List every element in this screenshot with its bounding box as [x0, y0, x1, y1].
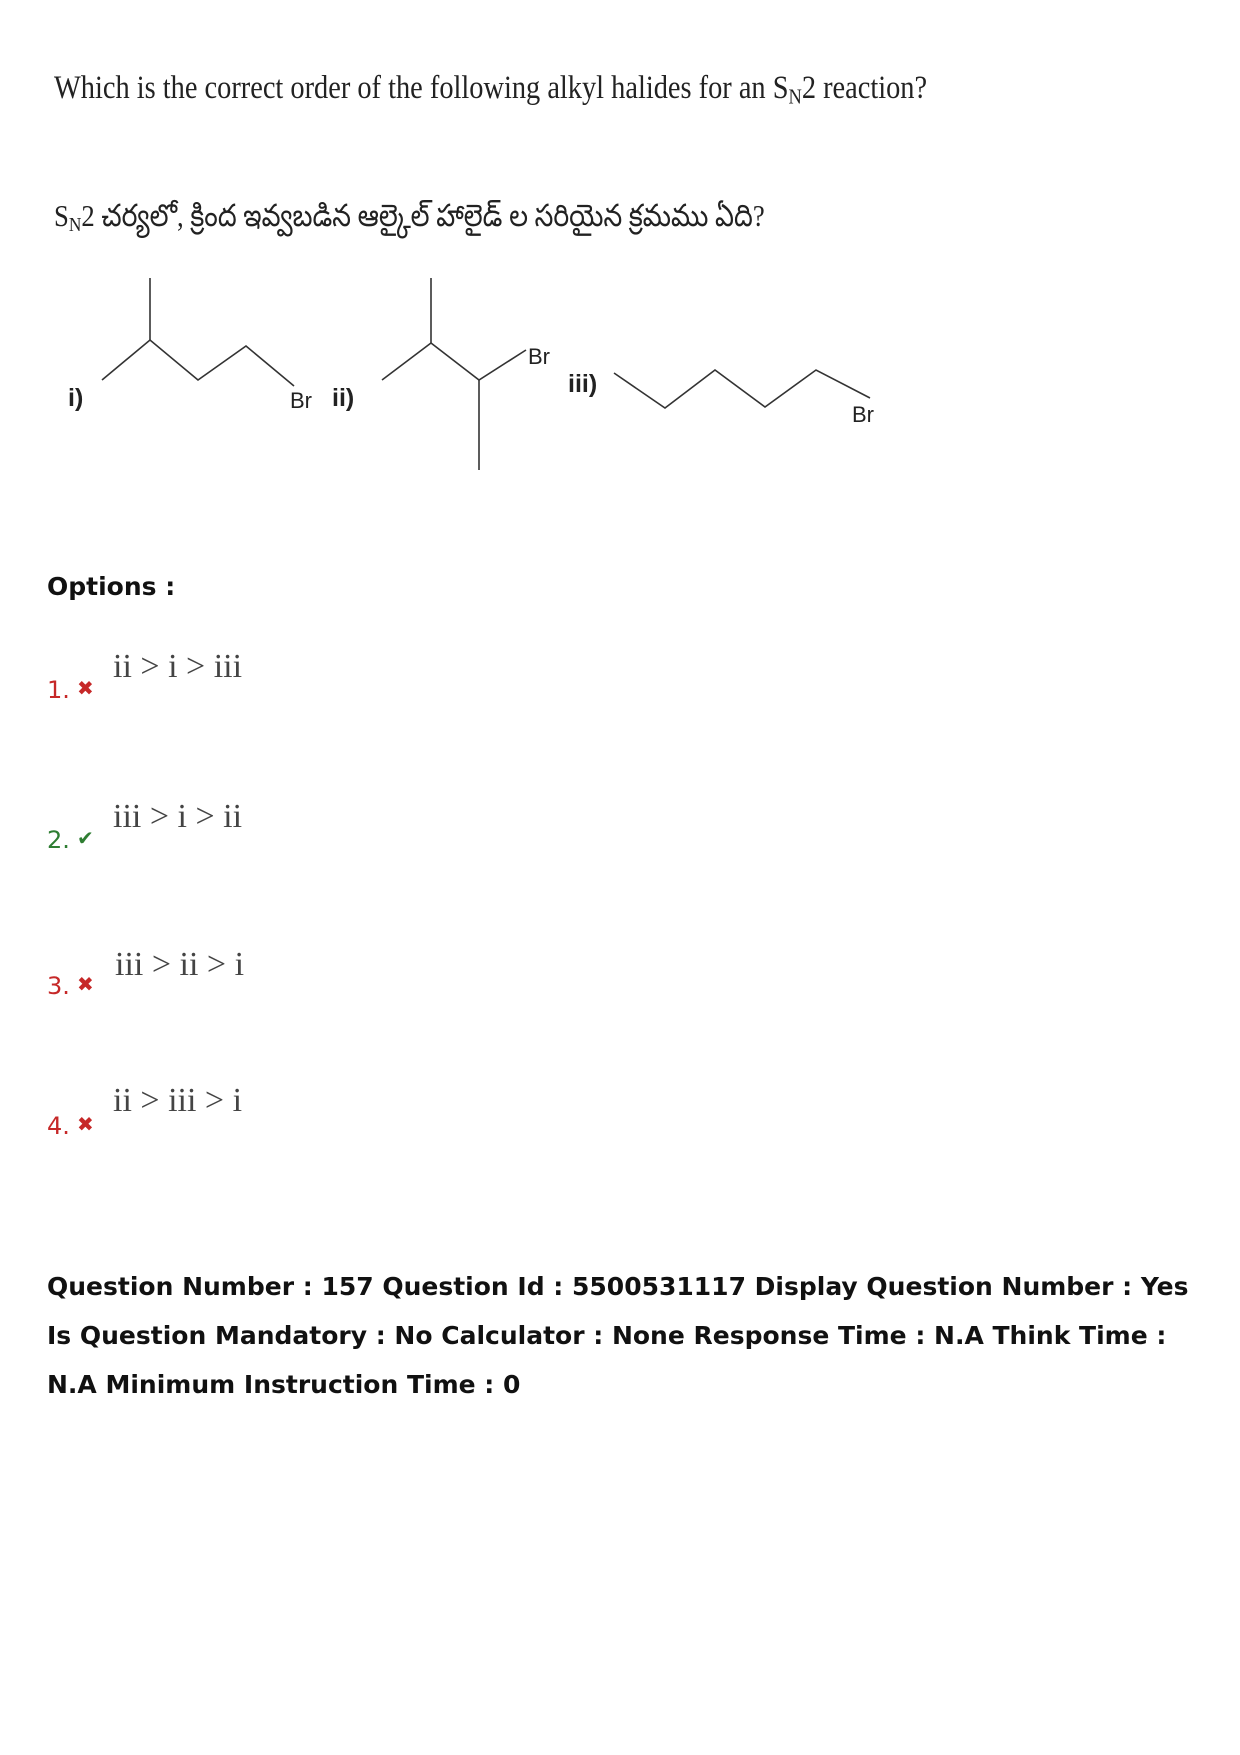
cross-icon: ✖ [77, 1112, 94, 1136]
option-4-text: ii > iii > i [113, 1082, 243, 1119]
option-3-text: iii > ii > i [115, 946, 245, 983]
question-telugu-subscript: N [68, 214, 82, 237]
structure-iii-br: Br [852, 402, 874, 427]
option-1-number: 1. [47, 676, 70, 704]
question-metadata [47, 1262, 1212, 1409]
option-2 [47, 798, 647, 868]
question-telugu-text: 2 చర్యలో, క్రింద ఇవ్వబడిన ఆల్కైల్ హాలైడ్ ల సరియైన క్రమము ఏది? [81, 198, 765, 233]
check-icon: ✔ [77, 826, 94, 850]
options-heading: Options : [47, 572, 176, 601]
option-3 [47, 946, 647, 1016]
structure-i-label: i) [68, 384, 84, 412]
cross-icon: ✖ [77, 676, 94, 700]
structure-ii-label: ii) [332, 384, 355, 412]
option-2-number: 2. [47, 826, 70, 854]
structure-i-br: Br [290, 388, 312, 413]
question-text-telugu [54, 198, 828, 241]
structure-iii-chain [614, 370, 870, 408]
structure-ii-br: Br [528, 344, 550, 369]
structure-iii-label: iii) [568, 370, 598, 398]
option-1-text: ii > i > iii [113, 648, 243, 685]
question-text-english [54, 70, 928, 109]
option-3-number: 3. [47, 972, 70, 1000]
structures-figure [60, 270, 920, 490]
question-english-part1: Which is the correct order of the following alkyl halides for an S [54, 70, 789, 106]
question-english-part2: 2 reaction? [801, 70, 928, 106]
option-2-text: iii > i > ii [113, 798, 243, 835]
option-4 [47, 1082, 647, 1152]
option-1 [47, 648, 647, 718]
structure-ii-chain [382, 343, 526, 380]
alkyl-halide-structures [60, 270, 920, 490]
question-english-subscript: N [788, 84, 802, 109]
cross-icon: ✖ [77, 972, 94, 996]
question-metadata-text: Question Number : 157 Question Id : 5500531117 Display Question Number : Yes Is Question Mandatory : No Calculator : None Response Time : N.A Think Time : N.A Minimum Instruction Time : 0 [47, 1272, 1189, 1399]
option-4-number: 4. [47, 1112, 70, 1140]
question-telugu-prefix: S [54, 198, 69, 233]
structure-i-chain [102, 340, 294, 386]
